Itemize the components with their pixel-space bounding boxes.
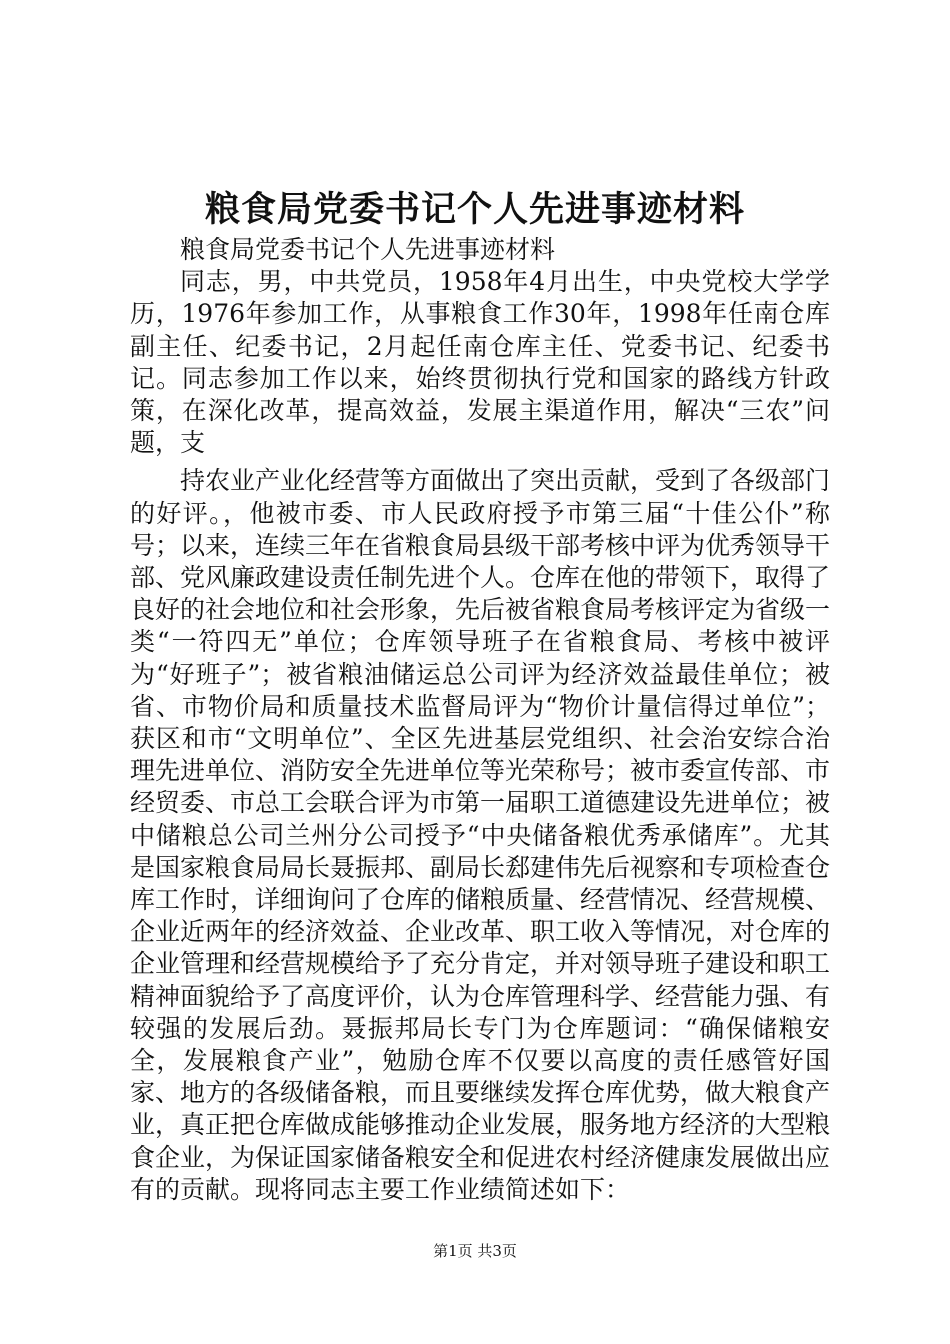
paragraph-intro: 同志，男，中共党员，1958年4月出生，中央党校大学学历，1976年参加工作，从事粮食工作30年，1998年任南仓库副主任、纪委书记，2月起任南仓库主任、党委书记、纪委书记。同志参加工作以来，始终贯彻执行党和国家的路线方针政策，在深化改革，提高效益，发展主渠道作用，解决“三农”问题，支 xyxy=(130,267,830,458)
document-body xyxy=(130,234,830,1206)
paragraph-achievements: 持农业产业化经营等方面做出了突出贡献，受到了各级部门的好评。，他被市委、市人民政府授予市第三届“十佳公仆”称号；以来，连续三年在省粮食局县级干部考核中评为优秀领导干部、党风廉政建设责任制先进个人。仓库在他的带领下，取得了良好的社会地位和社会形象，先后被省粮食局考核评定为省级一类“一符四无”单位；仓库领导班子在省粮食局、考核中被评为“好班子”；被省粮油储运总公司评为经济效益最佳单位；被省、市物价局和质量技术监督局评为“物价计量信得过单位”；获区和市“文明单位”、全区先进基层党组织、社会治安综合治理先进单位、消防安全先进单位等光荣称号；被市委宣传部、市经贸委、市总工会联合评为市第一届职工道德建设先进单位；被中储粮总公司兰州分公司授予“中央储备粮优秀承储库”。尤其是国家粮食局局长聂振邦、副局长郄建伟先后视察和专项检查仓库工作时，详细询问了仓库的储粮质量、经营情况、经营规模、企业近两年的经济效益、企业改革、职工收入等情况，对仓库的企业管理和经营规模给予了充分肯定，并对领导班子建设和职工精神面貌给予了高度评价，认为仓库管理科学、经营能力强、有较强的发展后劲。聂振邦局长专门为仓库题词：“确保储粮安全，发展粮食产业”，勉励仓库不仅要以高度的责任感管好国家、地方的各级储备粮，而且要继续发挥仓库优势，做大粮食产业，真正把仓库做成能够推动企业发展，服务地方经济的大型粮食企业，为保证国家储备粮安全和促进农村经济健康发展做出应有的贡献。现将同志主要工作业绩简述如下： xyxy=(130,466,831,1204)
document-title: 粮食局党委书记个人先进事迹材料 xyxy=(204,189,745,230)
paragraph-subtitle: 粮食局党委书记个人先进事迹材料 xyxy=(180,235,556,264)
page-footer: 第1页 共3页 xyxy=(433,1242,517,1260)
